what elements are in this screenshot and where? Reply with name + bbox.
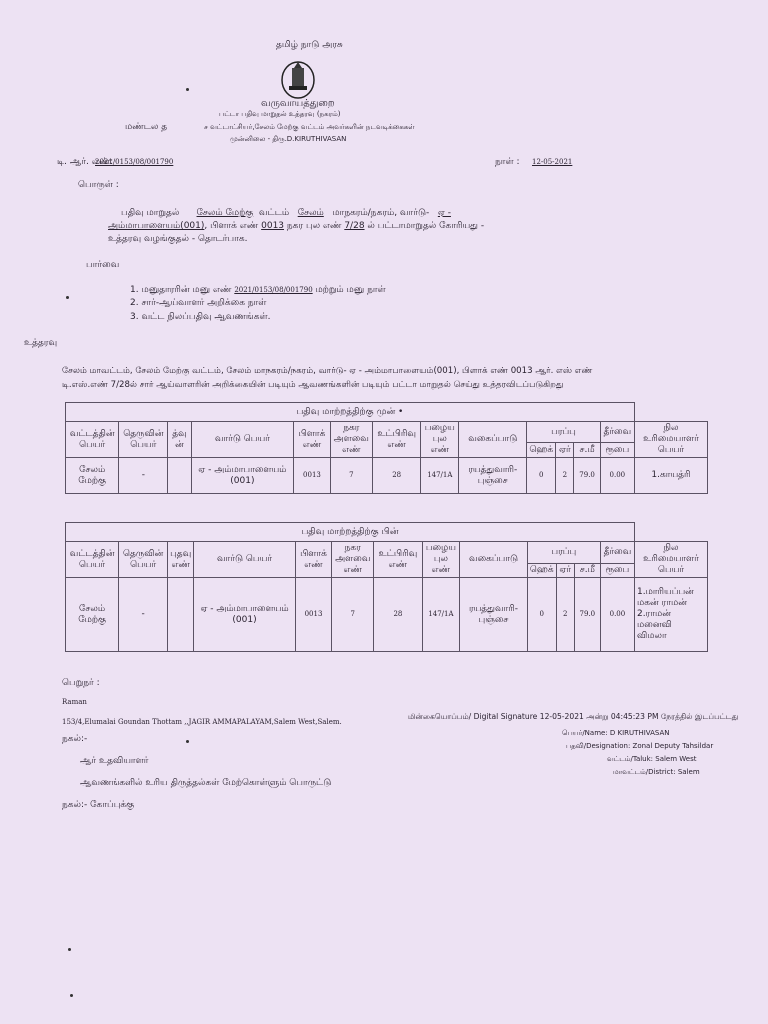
owner-cell [635, 578, 708, 652]
copy-label: நகல்:- [62, 734, 88, 744]
header-classification: வகைப்பாடு [459, 422, 527, 458]
table-before-caption: பதிவு மாற்றத்திற்கு முன் • [66, 403, 635, 422]
government-emblem-icon [280, 58, 316, 100]
owner-line: விமலா [637, 631, 667, 641]
subheader-rupee: ரூபை [600, 443, 634, 458]
header-tax: தீர்வை [600, 422, 634, 443]
subject-line1: பதிவு மாறுதல் சேலம் மேற்கு வட்டம் சேலம் மாநகரம்/நகரம், வார்டு- ஏ - [121, 208, 451, 218]
recipient-name: Raman [62, 698, 87, 706]
header-old-survey: பழைய புல எண் [422, 542, 460, 578]
table-cell: - [119, 458, 168, 494]
government-title: தமிழ் நாடு அரசு [276, 40, 343, 50]
table-cell [168, 458, 191, 494]
ref-number: 2021/0153/08/001790 [95, 158, 174, 166]
table-cell: ரயத்துவாரி- புஞ்சை [459, 458, 527, 494]
order-type: பட்டா பதிவு மாறுதல் உத்தரவு (நகரம்) [219, 110, 341, 118]
header-ward-no: த்வு ன் [168, 422, 191, 458]
table-cell: ஏ - அம்மாபாளையம் (001) [194, 578, 296, 652]
scan-speck [68, 948, 71, 951]
date-label: நாள் : [495, 157, 520, 167]
header-owner: நில உரிமையாளர் பெயர் [635, 542, 708, 578]
ref-item-2: 2. சார்-ஆய்வாளர் அறிக்கை நாள் [130, 298, 267, 308]
header-street: தெருவின் பெயர் [119, 542, 168, 578]
table-cell: 0013 [294, 458, 331, 494]
table-cell: 7 [330, 458, 372, 494]
subheader-sqm: ச.மீ [574, 564, 600, 578]
order-line1: சேலம் மாவட்டம், சேலம் மேற்கு வட்டம், சேலம் மாநகரம்/நகரம், வார்டு- ஏ - அம்மாபாளையம்(001), பிளாக் எண் 0013 ஆர். எஸ் எண் [62, 366, 593, 376]
signer-taluk: வட்டம்/Taluk: Salem West [607, 755, 697, 763]
subheader-are: ஏர் [556, 564, 574, 578]
header-ward-name: வார்டு பெயர் [194, 542, 296, 578]
header-classification: வகைப்பாடு [460, 542, 528, 578]
copy-documents: ஆவணங்களில் உரிய திருத்தல்கள் மேற்கொள்ளும் பொருட்டு [80, 778, 332, 788]
table-cell: 28 [372, 458, 421, 494]
table-after-mutation [65, 522, 708, 652]
header-ward-no: புதவு எண் [168, 542, 194, 578]
signer-name: பெயர்/Name: D KIRUTHIVASAN [562, 729, 670, 737]
header-block: பிளாக் எண் [294, 422, 331, 458]
owner-line: மகன் ராமன் [637, 598, 687, 608]
owner-line: 1.மாரியப்பன் [637, 587, 694, 597]
header-survey: நகர அளவை எண் [330, 422, 372, 458]
refs-label: பார்வை [86, 260, 120, 270]
table-cell: 147/1A [422, 578, 460, 652]
subject-label: பொருள் : [78, 180, 119, 190]
header-block: பிளாக் எண் [295, 542, 331, 578]
copy-assistant: ஆர் உதவியாளர் [80, 756, 149, 766]
table-after-caption: பதிவு மாற்றத்திற்கு பின் [66, 523, 635, 542]
header-street: தெருவின் பெயர் [119, 422, 168, 458]
subheader-are: ஏர் [556, 443, 574, 458]
table-cell: 0 [527, 578, 556, 652]
recipient-address: 153/4,Elumalai Goundan Thottam ,,JAGIR AMMAPALAYAM,Salem West,Salem. [62, 718, 342, 726]
zone-label: மண்டல த [125, 122, 168, 132]
ref-label: டி. ஆர். எண்: [57, 157, 114, 167]
table-cell: 79.0 [574, 458, 600, 494]
table-cell: 2 [556, 578, 574, 652]
header-survey: நகர அளவை எண் [332, 542, 374, 578]
header-area: பரப்பு [527, 542, 600, 564]
subheader-sqm: ச.மீ [574, 443, 600, 458]
table-cell: 7 [332, 578, 374, 652]
ref-item-1: 1. மனுதாரரின் மனு எண் 2021/0153/08/001790 மற்றும் மனு நாள் [130, 285, 386, 295]
header-area: பரப்பு [527, 422, 600, 443]
table-cell [168, 578, 194, 652]
header-subdivision: உட்பிரிவு எண் [372, 422, 421, 458]
scan-speck [186, 88, 189, 91]
owner-line: 2.ராமன் [637, 609, 671, 619]
table-cell: 79.0 [574, 578, 600, 652]
table-cell: 1.காயத்ரி [634, 458, 707, 494]
table-cell: சேலம் மேற்கு [66, 458, 119, 494]
table-cell: 0.00 [600, 578, 634, 652]
scan-speck [70, 994, 73, 997]
table-cell: 0.00 [600, 458, 634, 494]
header-owner: நில உரிமையாளர் பெயர் [634, 422, 707, 458]
table-cell: 28 [374, 578, 422, 652]
ref-date: 12-05-2021 [532, 158, 573, 166]
table-cell: 2 [556, 458, 574, 494]
scan-speck [66, 296, 69, 299]
recipient-label: பெறுநர் : [62, 678, 100, 688]
scan-speck [186, 740, 189, 743]
table-cell: 0 [527, 458, 556, 494]
table-cell: - [119, 578, 168, 652]
subheader-rupee: ரூபை [600, 564, 634, 578]
presence-line: முன்னிலை - திரு.D.KIRUTHIVASAN [230, 135, 347, 143]
header-ward-name: வார்டு பெயர் [191, 422, 294, 458]
table-before-mutation [65, 402, 708, 494]
table-cell: 0013 [295, 578, 331, 652]
owner-line: மனைவி [637, 620, 672, 630]
order-label: உத்தரவு [24, 338, 58, 348]
subject-line3: உத்தரவு வழங்குதல் - தொடர்பாக. [108, 234, 248, 244]
table-cell: ஏ - அம்மாபாளையம் (001) [191, 458, 294, 494]
table-cell: ரயத்துவாரி- புஞ்சை [460, 578, 528, 652]
subheader-hectare: ஹெக் [527, 564, 556, 578]
header-taluk: வட்டத்தின் பெயர் [66, 542, 119, 578]
copy-file: நகல்:- கோப்புக்கு [62, 800, 135, 810]
ref-item-3: 3. வட்ட நிலப்பதிவு ஆவணங்கள். [130, 312, 271, 322]
header-taluk: வட்டத்தின் பெயர் [66, 422, 119, 458]
table-cell: 147/1A [421, 458, 459, 494]
order-line2: டி.எஸ்.எண் 7/28ல் சார் ஆய்வாளரின் அறிக்கையின் படியும் ஆவணங்களின் படியும் பட்டா மாறுதல் செய்து உத்தரவிடப்படுகிறது [62, 380, 564, 390]
signer-designation: பதவி/Designation: Zonal Deputy Tahsildar [566, 742, 714, 750]
signer-district: மாவட்டம்/District: Salem [613, 768, 700, 776]
digital-signature-line: மின்கையொப்பம்/ Digital Signature 12-05-2021 அன்று 04:45:23 PM நேரத்தில் இடப்பட்டது [408, 712, 739, 721]
subheader-hectare: ஹெக் [527, 443, 556, 458]
office-line: ச வட்டாட்சியர்,சேலம் மேற்கு வட்டம் அவர்களின் நடவடிக்கைகள் [204, 123, 415, 131]
table-cell: சேலம் மேற்கு [66, 578, 119, 652]
header-old-survey: பழைய புல எண் [421, 422, 459, 458]
subject-line2: அம்மாபாளையம்(001), பிளாக் எண் 0013 நகர புல எண் 7/28 ல் பட்டாமாறுதல் கோரியது - [108, 221, 485, 231]
department-title: வருவாயத்துறை [261, 98, 335, 109]
header-tax: தீர்வை [600, 542, 634, 564]
header-subdivision: உட்பிரிவு எண் [374, 542, 422, 578]
